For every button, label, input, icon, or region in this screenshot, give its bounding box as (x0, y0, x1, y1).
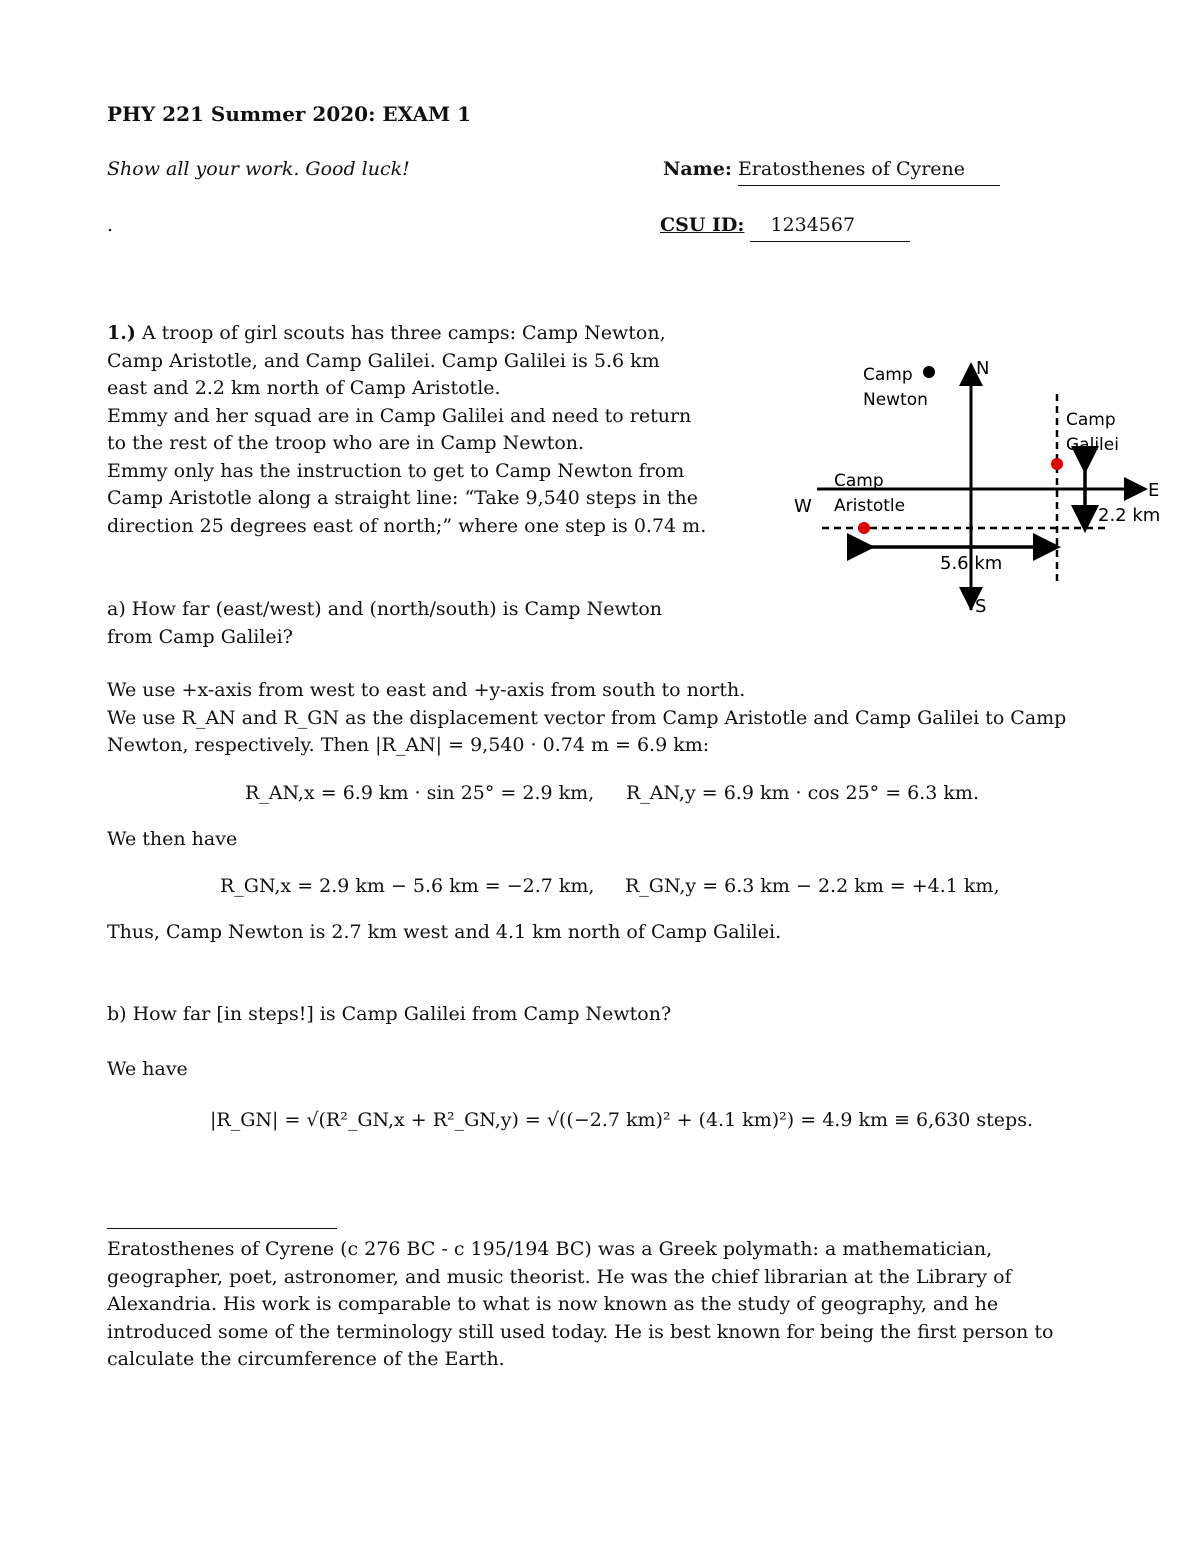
id-label: CSU ID: (660, 214, 745, 236)
then-text: We then have (107, 828, 238, 850)
id-row (660, 212, 910, 242)
footnote-line: calculate the circumference of the Earth. (107, 1348, 505, 1370)
we-have-text: We have (107, 1058, 188, 1080)
camp-diagram (780, 350, 1180, 620)
footnote (107, 1236, 1102, 1374)
equation-ran-x: R_AN,x = 6.9 km · sin 25° = 2.9 km, (245, 782, 595, 804)
footnote-line: introduced some of the terminology still used today. He is best known for being the first person to (107, 1320, 1054, 1343)
west-label: W (794, 496, 812, 517)
solution-line: We use +x-axis from west to east and +y-axis from south to north. (107, 679, 746, 701)
camp-aristotle-dot (858, 522, 870, 534)
problem-line: Camp Aristotle, and Camp Galilei. Camp Galilei is 5.6 km (107, 349, 660, 372)
part-b-question: b) How far [in steps!] is Camp Galilei from Camp Newton? (107, 1003, 672, 1025)
north-label: N (976, 358, 990, 379)
equation-rgn-y: R_GN,y = 6.3 km − 2.2 km = +4.1 km, (625, 875, 1000, 897)
footnote-line: Eratosthenes of Cyrene (c 276 BC - c 195/194 BC) was a Greek polymath: a mathematician, (107, 1238, 993, 1260)
camp-newton-label: Camp (863, 365, 913, 385)
part-a-question: a) How far (east/west) and (north/south) is Camp Newton from Camp Galilei? (107, 598, 663, 648)
camp-newton-dot (923, 366, 935, 378)
solution-line: We use R_AN and R_GN as the displacement vector from Camp Aristotle and Camp Galilei to Camp (107, 706, 1067, 729)
camp-aristotle-label: Aristotle (834, 496, 906, 516)
problem-number: 1.) (107, 322, 136, 344)
south-label: S (975, 596, 987, 617)
name-row (663, 156, 1000, 186)
name-field: Eratosthenes of Cyrene (738, 156, 1000, 186)
camp-galilei-dot (1051, 458, 1063, 470)
problem-line: Emmy and her squad are in Camp Galilei and need to return (107, 404, 692, 427)
id-field: 1234567 (750, 212, 910, 242)
problem-line: Emmy only has the instruction to get to Camp Newton from (107, 459, 685, 482)
camp-newton-label: Newton (863, 390, 928, 410)
equation-rgn-magnitude: |R_GN| = √(R²_GN,x + R²_GN,y) = √((−2.7 km)² + (4.1 km)²) = 4.9 km ≡ 6,630 steps. (210, 1109, 1033, 1131)
exam-title: PHY 221 Summer 2020: EXAM 1 (107, 102, 472, 126)
problem-line: east and 2.2 km north of Camp Aristotle. (107, 377, 501, 399)
equation-rgn-x: R_GN,x = 2.9 km − 5.6 km = −2.7 km, (220, 875, 595, 897)
camp-aristotle-label: Camp (834, 471, 884, 491)
east-label: E (1148, 480, 1160, 501)
instruction-text: Show all your work. Good luck! (107, 158, 410, 180)
equation-ran-y: R_AN,y = 6.9 km · cos 25° = 6.3 km. (626, 782, 979, 804)
east-distance-label: 5.6 km (940, 553, 1003, 574)
part-a-solution (107, 677, 1107, 760)
problem-statement (107, 320, 747, 540)
problem-line: to the rest of the troop who are in Camp Newton. (107, 432, 585, 454)
footnote-line: Alexandria. His work is comparable to what is now known as the study of geography, and he (107, 1293, 999, 1315)
problem-line: direction 25 degrees east of north;” where one step is 0.74 m. (107, 514, 707, 537)
dot-mark: . (107, 214, 114, 236)
name-label: Name: (663, 158, 732, 180)
north-distance-label: 2.2 km (1098, 505, 1161, 526)
camp-galilei-label: Camp (1066, 410, 1116, 430)
footnote-line: geographer, poet, astronomer, and music theorist. He was the chief librarian at the Library of (107, 1265, 1012, 1288)
solution-line: Newton, respectively. Then |R_AN| = 9,540 · 0.74 m = 6.9 km: (107, 734, 710, 756)
problem-line: A troop of girl scouts has three camps: Camp Newton, (141, 322, 666, 344)
footnote-rule (107, 1228, 337, 1229)
camp-galilei-label: Galilei (1066, 435, 1119, 455)
part-a-conclusion: Thus, Camp Newton is 2.7 km west and 4.1 km north of Camp Galilei. (107, 921, 782, 943)
problem-line: Camp Aristotle along a straight line: “Take 9,540 steps in the (107, 487, 698, 509)
